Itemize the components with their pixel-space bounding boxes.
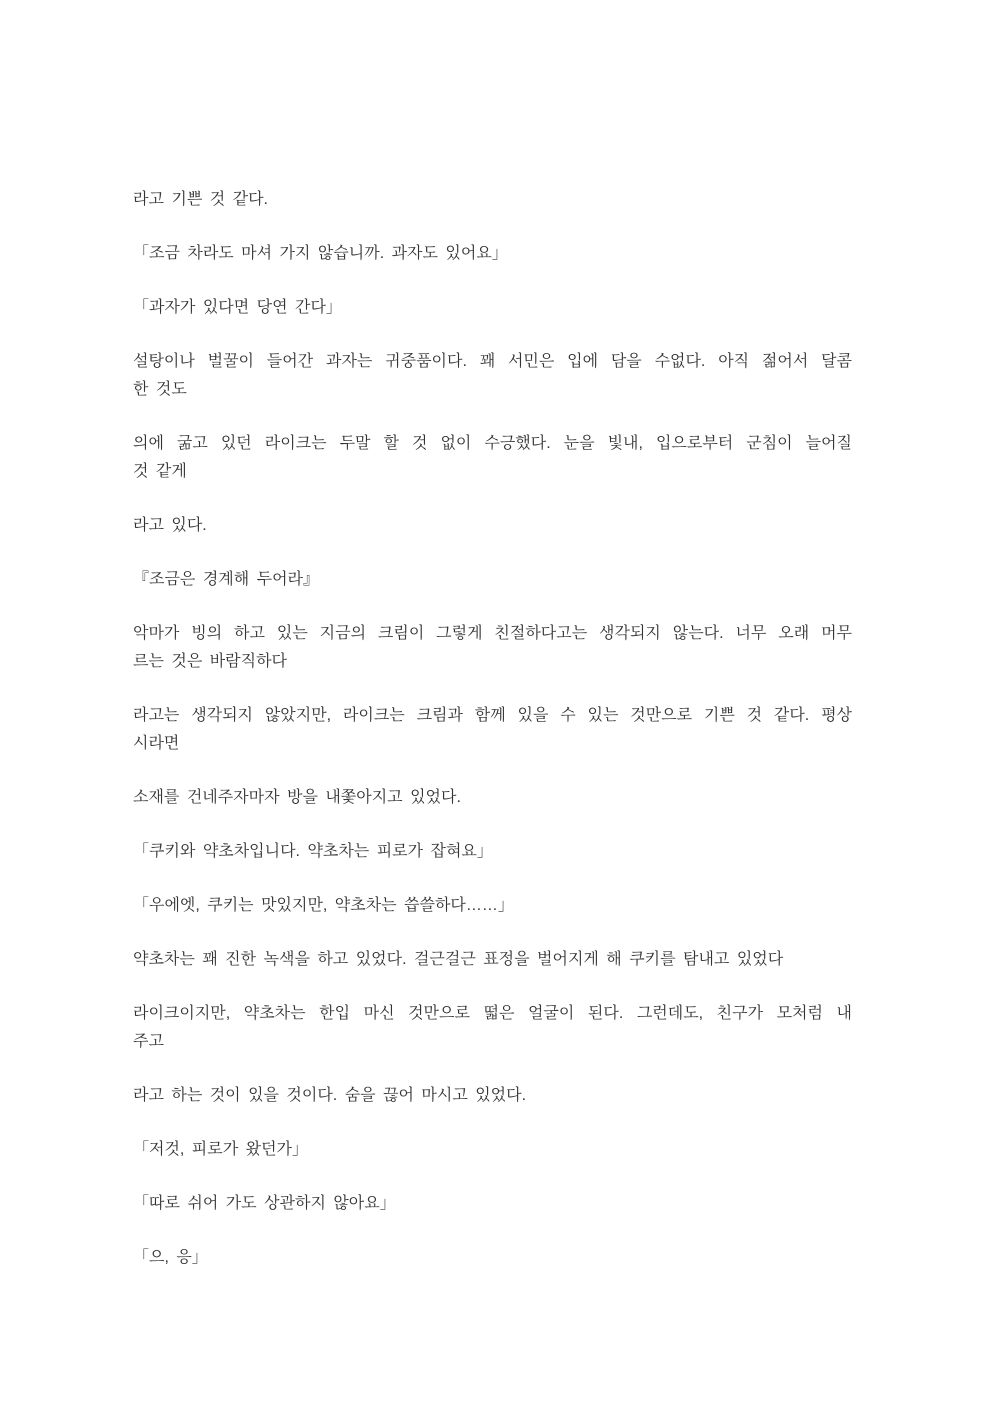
paragraph-narration	[133, 1082, 852, 1110]
dialogue-text-line: 「과자가 있다면 당연 간다」	[133, 299, 342, 316]
paragraph-narration	[133, 186, 852, 214]
dialogue-text-line: 「우에엣, 쿠키는 맛있지만, 약초차는 씁쓸하다……」	[133, 897, 514, 914]
paragraph-dialogue	[133, 838, 852, 866]
dialogue-text-line: 「쿠키와 약초차입니다. 약초차는 피로가 잡혀요」	[133, 843, 493, 860]
paragraph-dialogue	[133, 294, 852, 322]
novel-text-body	[133, 186, 852, 1272]
paragraph-narration	[133, 784, 852, 812]
narration-text-line: 한 것도	[133, 381, 187, 398]
paragraph-narration	[133, 946, 852, 974]
dialogue-text-line: 「따로 쉬어 가도 상관하지 않아요」	[133, 1195, 396, 1212]
paragraph-narration	[133, 1000, 852, 1056]
paragraph-narration	[133, 348, 852, 404]
paragraph-dialogue	[133, 566, 852, 594]
paragraph-dialogue	[133, 240, 852, 268]
narration-text-line: 라고 있다.	[133, 517, 207, 534]
narration-text-line: 소재를 건네주자마자 방을 내쫓아지고 있었다.	[133, 789, 461, 806]
narration-text-line: 주고	[133, 1033, 164, 1050]
dialogue-text-line: 「으, 응」	[133, 1249, 208, 1266]
narration-text-line: 라고 기쁜 것 같다.	[133, 191, 268, 208]
narration-text-line: 르는 것은 바람직하다	[133, 653, 287, 670]
paragraph-narration	[133, 512, 852, 540]
paragraph-dialogue	[133, 1190, 852, 1218]
paragraph-dialogue	[133, 1244, 852, 1272]
narration-text-line: 의에 굶고 있던 라이크는 두말 할 것 없이 수긍했다. 눈을 빛내, 입으로부터 군침이 늘어질	[133, 435, 852, 452]
dialogue-text-line: 『조금은 경계해 두어라』	[133, 571, 319, 588]
narration-text-line: 약초차는 꽤 진한 녹색을 하고 있었다. 걸근걸근 표정을 벌어지게 해 쿠키를 탐내고 있었다	[133, 951, 784, 968]
paragraph-dialogue	[133, 1136, 852, 1164]
paragraph-narration	[133, 702, 852, 758]
paragraph-narration	[133, 620, 852, 676]
narration-text-line: 라고 하는 것이 있을 것이다. 숨을 끊어 마시고 있었다.	[133, 1087, 527, 1104]
paragraph-narration	[133, 430, 852, 486]
dialogue-text-line: 「저것, 피로가 왔던가」	[133, 1141, 308, 1158]
narration-text-line: 설탕이나 벌꿀이 들어간 과자는 귀중품이다. 꽤 서민은 입에 담을 수없다. 아직 젊어서 달콤	[133, 353, 852, 370]
narration-text-line: 악마가 빙의 하고 있는 지금의 크림이 그렇게 친절하다고는 생각되지 않는다. 너무 오래 머무	[133, 625, 852, 642]
narration-text-line: 시라면	[133, 735, 180, 752]
narration-text-line: 것 같게	[133, 463, 187, 480]
dialogue-text-line: 「조금 차라도 마셔 가지 않습니까. 과자도 있어요」	[133, 245, 508, 262]
narration-text-line: 라이크이지만, 약초차는 한입 마신 것만으로 떫은 얼굴이 된다. 그런데도, 친구가 모처럼 내	[133, 1005, 852, 1022]
narration-text-line: 라고는 생각되지 않았지만, 라이크는 크림과 함께 있을 수 있는 것만으로 기쁜 것 같다. 평상	[133, 707, 852, 724]
paragraph-dialogue	[133, 892, 852, 920]
